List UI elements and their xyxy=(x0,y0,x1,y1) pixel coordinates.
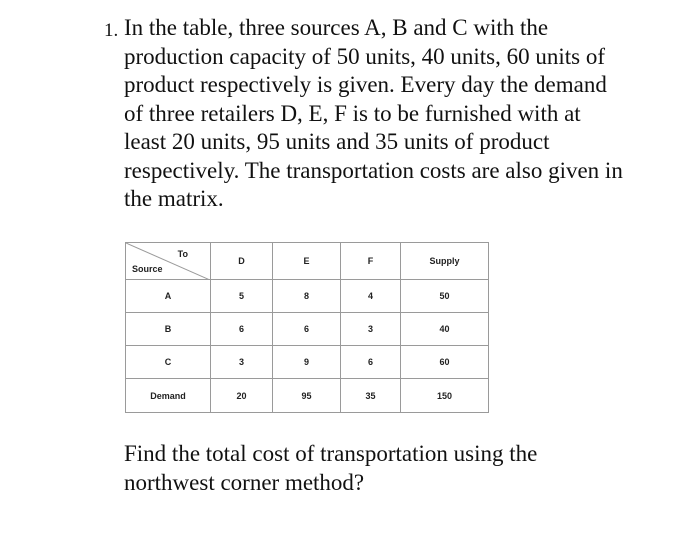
table-row xyxy=(126,280,489,313)
column-header-d: D xyxy=(211,243,273,280)
table-header-row xyxy=(126,243,489,280)
corner-source-label: Source xyxy=(132,264,163,274)
column-header-f: F xyxy=(341,243,401,280)
question-number: 1. xyxy=(104,20,119,41)
column-header-supply: Supply xyxy=(401,243,489,280)
diagonal-divider xyxy=(126,243,210,280)
row-header-a: A xyxy=(126,280,211,313)
cost-matrix-table xyxy=(125,242,489,413)
supply-cell: 50 xyxy=(401,280,489,313)
cost-cell: 8 xyxy=(273,280,341,313)
supply-cell: 60 xyxy=(401,346,489,379)
cost-cell: 9 xyxy=(273,346,341,379)
cost-cell: 6 xyxy=(341,346,401,379)
demand-cell: 95 xyxy=(273,379,341,413)
table-row xyxy=(126,313,489,346)
total-cell: 150 xyxy=(401,379,489,413)
cost-cell: 3 xyxy=(211,346,273,379)
cost-cell: 6 xyxy=(211,313,273,346)
demand-cell: 35 xyxy=(341,379,401,413)
demand-label: Demand xyxy=(126,379,211,413)
cost-cell: 3 xyxy=(341,313,401,346)
row-header-c: C xyxy=(126,346,211,379)
table-row xyxy=(126,346,489,379)
cost-cell: 4 xyxy=(341,280,401,313)
column-header-e: E xyxy=(273,243,341,280)
corner-to-label: To xyxy=(177,249,188,259)
question-prompt: Find the total cost of transportation using the northwest corner method? xyxy=(124,441,538,495)
demand-cell: 20 xyxy=(211,379,273,413)
supply-cell: 40 xyxy=(401,313,489,346)
row-header-b: B xyxy=(126,313,211,346)
demand-row xyxy=(126,379,489,413)
cost-cell: 6 xyxy=(273,313,341,346)
corner-cell xyxy=(126,243,211,280)
question-text: In the table, three sources A, B and C with the production capacity of 50 units, 40 units, 60 units of product respectively is given. Every day the demand of three retailers D, E, F is to be furnished with at least 20 units, 95 units and 35 units of product respectively. The transportation costs are also given in the matrix. xyxy=(124,15,623,211)
cost-cell: 5 xyxy=(211,280,273,313)
